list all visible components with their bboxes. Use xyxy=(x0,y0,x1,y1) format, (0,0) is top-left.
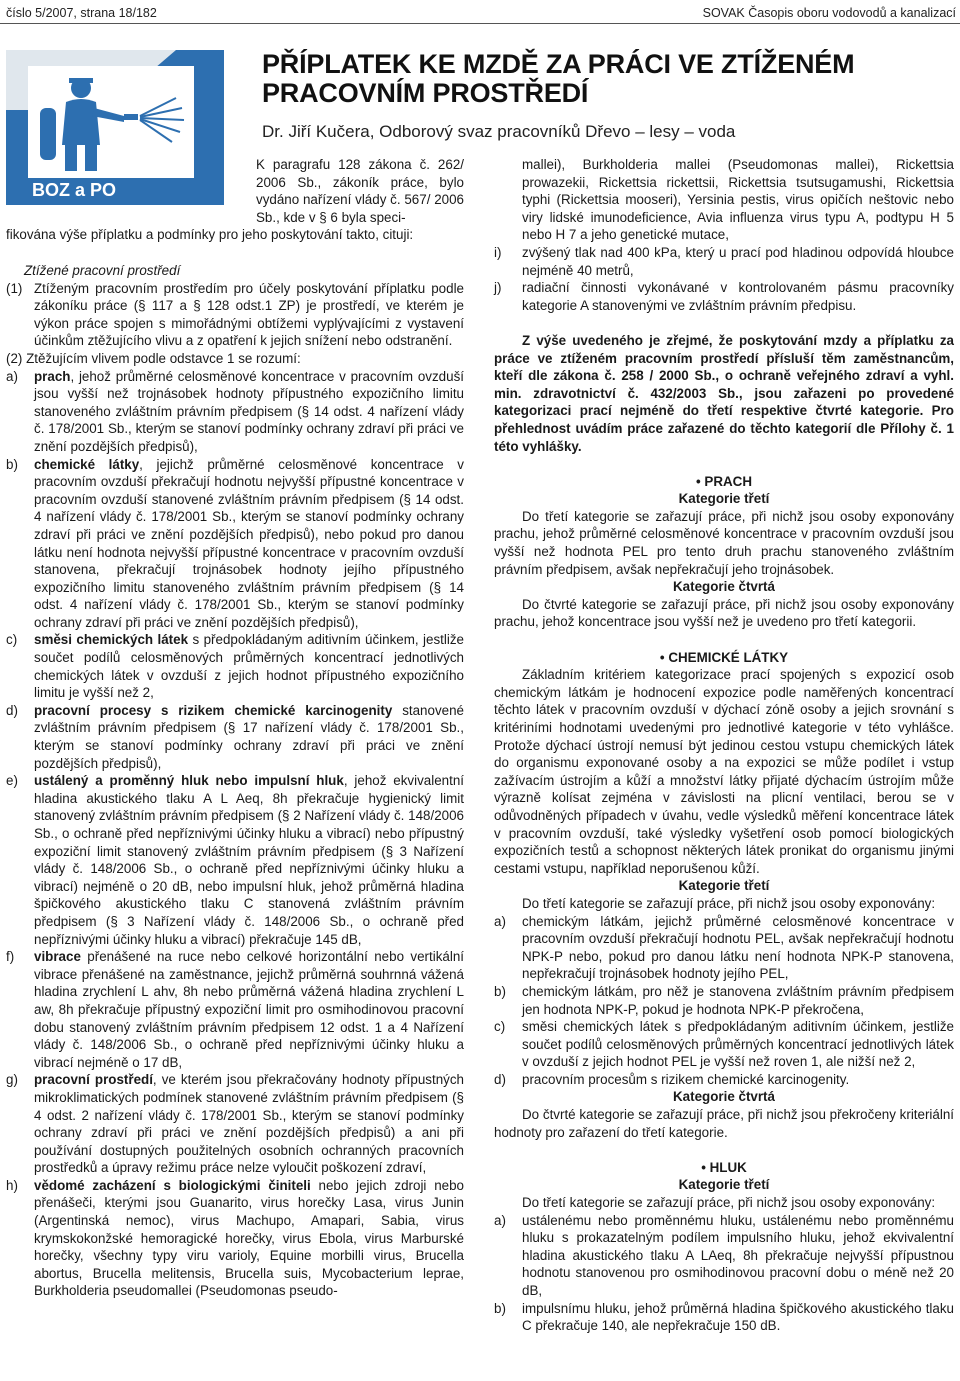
list-item-label: b) xyxy=(6,456,18,472)
section-heading-chemicals: • CHEMICKÉ LÁTKY xyxy=(659,649,789,665)
list-item-text xyxy=(34,772,464,948)
paragraph-1-label: (1) xyxy=(6,280,23,296)
list-item-label: b) xyxy=(494,983,506,999)
list-item-text xyxy=(34,948,464,1071)
list-item-text: radiační činnosti vykonávané v kontrolovaném pásmu pracovníky kategorie A stanovenými ve zvláštním právním předpisu. xyxy=(522,280,954,313)
list-item xyxy=(494,1212,954,1300)
category-three-heading: Kategorie třetí xyxy=(678,491,770,507)
list-item-label: i) xyxy=(494,244,502,260)
list-item xyxy=(6,702,464,772)
category-four-heading: Kategorie čtvrtá xyxy=(673,1089,775,1105)
list-item xyxy=(494,279,954,314)
worker-spraying-icon xyxy=(6,50,224,205)
header-issue: číslo 5/2007, strana 18/182 xyxy=(6,6,157,20)
list-item-text: zvýšený tlak nad 400 kPa, který u prací pod hladinou odpovídá hloubce nejméně 40 metrů, xyxy=(522,244,954,278)
list-item-text xyxy=(34,1071,464,1177)
list-item-label: a) xyxy=(494,913,506,929)
category-four-text: Do čtvrté kategorie se zařazují práce, při nichž jsou překročeny kriteriální hodnoty pro zařazení do třetí kategorie. xyxy=(494,1107,954,1140)
list-item-term: pracovní procesy s rizikem chemické karcinogenity xyxy=(34,702,393,718)
list-item-h-continuation: mallei), Burkholderia mallei (Pseudomonas mallei), Rickettsia prowazekii, Rickettsia rickettsii, Rickettsia tsutsugamushi, Rickettsia typhi (Rickettsia mooseri), Yersinia pestis, virus opičích neštovic nebo viry lidské imunodeficience, Avia influenza virus typu A, podtypu H 5 nebo H 7 a jeho genetické mutace, xyxy=(522,157,954,243)
category-three-intro: Do třetí kategorie se zařazují práce, při nichž jsou osoby exponovány: xyxy=(522,895,936,911)
list-item xyxy=(494,1300,954,1335)
header-journal: SOVAK Časopis oboru vodovodů a kanalizací xyxy=(702,6,956,20)
list-item xyxy=(494,244,954,279)
intro-paragraph-start: K paragrafu 128 zákona č. 262/ 2006 Sb., zákoník práce, bylo vydáno nařízení vlády č. 567/ 2006 Sb., kde v § 6 byla speci- xyxy=(256,157,464,225)
list-item-text: chemickým látkám, jejichž průměrné celosměnové koncentrace v pracovním ovzduší překračují hodnotu PEL, avšak nepřekračují hodnotu NPK-P nebo, pokud pro danou látku není hodnota NPK-P stanovena, nepřekračují trojnásobek hodnoty jejího PEL, xyxy=(522,913,954,982)
list-item-label: d) xyxy=(6,702,18,718)
list-item-term: vědomé zacházení s biologickými činiteli xyxy=(34,1177,311,1193)
list-item-text xyxy=(34,1177,464,1300)
list-item-text xyxy=(34,631,464,701)
list-item-body: s předpokládaným aditivním účinkem, jestliže součet podílů celosměnových průměrných koncentrací jednotlivých chemických látek v ovzduší z jejich hodnot přípustného expozičního limitu je vyšší než 2, xyxy=(34,632,464,701)
list-item xyxy=(494,913,954,983)
chemicals-intro-text: Základním kritériem kategorizace prací spojených s expozicí osob chemickým látkám je hodnocení expozice podle naměřených koncentrací těchto látek v pracovním ovzduší v dýchací zóně osoby a jejich srovnání s kritériními hodnotami uvedenými pro jednotlivé kategorie v této vyhlášce. Protože dýchací ústrojí nemusí být jedinou cestou vstupu chemických látek do organismu exponované osoby a na expozici se může podílet i vstup zažívacím ústrojím a kůží a množství látky přijaté dýchacím ústrojím může výrazně kolísat zejména v závislosti na plicní ventilaci, berou se v odůvodněných případech v úvahu, vedle výsledků měření koncentrace látek v pracovním ovzduší, také výsledky vyšetření osob pomocí biologických expozičních testů a schopnost některých látek pronikat do organismu jinými cestami vstupu, například neporušenou kůží. xyxy=(494,667,954,876)
category-three-intro: Do třetí kategorie se zařazují práce, při nichž jsou osoby exponovány: xyxy=(522,1195,936,1211)
list-item-body: nebo jejich zdroji nebo přenášeči, kterými jsou Guanarito, virus horečky Lasa, virus Junin (Argentinská nemoc), virus Machupo, Amapari, Sabia, virus krymskokonžské hemoragické horečky, virus Ebola, virus Marburské horečky, všechny typy viru varioly, Equine morbilli virus, Brucella abortus, Brucella melitensis, Brucella suis, Mycobacterium leprae, Burkholderia pseudomallei (Pseudomonas pseudo- xyxy=(34,1177,464,1299)
list-item-label: b) xyxy=(494,1300,506,1316)
spacer xyxy=(494,631,954,649)
list-item-text: chemickým látkám, pro něž je stanovena zvláštním právním předpisem jen hodnota NPK-P, pokud je hodnota NPK-P překročena, xyxy=(522,983,954,1017)
list-item-term: směsi chemických látek xyxy=(34,632,189,648)
category-four-heading: Kategorie čtvrtá xyxy=(673,579,775,595)
list-item-text: směsi chemických látek s předpokládaným aditivním účinkem, jestliže součet podílů celosměnových průměrných koncentrací jednotlivých látek v ovzduší z jejich hodnot PEL je vyšší než roven 1, ale nižší než 2, xyxy=(522,1019,954,1070)
category-three-heading: Kategorie třetí xyxy=(678,878,770,894)
left-body xyxy=(6,262,464,1300)
list-item-text xyxy=(34,368,464,456)
paragraph-2: (2) Ztěžujícím vlivem podle odstavce 1 se rozumí: xyxy=(6,350,301,366)
article-title xyxy=(262,50,854,108)
list-item xyxy=(6,772,464,948)
section-heading-noise: • HLUK xyxy=(701,1159,747,1175)
logo-label: BOZ a PO xyxy=(32,180,117,200)
category-three-text: Do třetí kategorie se zařazují práce, při nichž jsou osoby exponovány prachu, jehož průměrné celosměnové koncentrace v pracovním ovzduší jsou vyšší než hodnota PEL pro tento druh prachu stanoveného zvláštním právním předpisem, avšak nepřekračují jeho trojnásobek. xyxy=(494,508,954,577)
list-item-term: prach xyxy=(34,368,71,384)
paragraph-1 xyxy=(6,280,464,350)
article-author: Dr. Jiří Kučera, Odborový svaz pracovníků Dřevo – lesy – voda xyxy=(262,122,736,141)
list-item xyxy=(494,983,954,1018)
list-item xyxy=(494,1018,954,1071)
list-item-term: pracovní prostředí xyxy=(34,1072,153,1088)
spacer xyxy=(494,314,954,332)
list-item-text: pracovním procesům s rizikem chemické karcinogenity. xyxy=(522,1071,850,1087)
section-heading-dust: • PRACH xyxy=(695,473,753,489)
list-item xyxy=(494,1071,954,1089)
list-item-term: chemické látky xyxy=(34,456,140,472)
list-item-label: f) xyxy=(6,949,15,965)
list-item-text: impulsnímu hluku, jehož průměrná hladina špičkového akustického tlaku C překračuje 140, ale nepřekračuje 150 dB. xyxy=(522,1300,954,1334)
list-item-label: a) xyxy=(494,1212,506,1228)
list-item-term: vibrace xyxy=(34,949,81,965)
list-item-label: g) xyxy=(6,1072,18,1088)
boz-po-logo xyxy=(6,50,224,205)
intro-paragraph-end: fikována výše příplatku a podmínky pro jeho poskytování takto, cituji: xyxy=(6,227,414,242)
list-item-label: a) xyxy=(6,368,18,384)
list-item-label: e) xyxy=(6,773,18,789)
category-four-text: Do čtvrté kategorie se zařazují práce, při nichž jsou osoby exponovány prachu, jehož koncentrace jsou vyšší než je uvedeno pro třetí kategorii. xyxy=(494,596,954,630)
list-item xyxy=(6,368,464,456)
list-item-label: c) xyxy=(494,1019,506,1035)
paragraph-1-text: Ztíženým pracovním prostředím pro účely poskytování příplatku podle zákoníku práce (§ 117 a § 128 odst.1 ZP) je prostředí, ve kterém je výkon práce spojen s mimořádnými obtížemi vyplývajícími z vystavení účinkům ztěžujícího vlivu a z opatření k jejich snížení nebo odstranění. xyxy=(34,280,464,349)
list-item-term: ustálený a proměnný hluk nebo impulsní hluk xyxy=(34,773,344,789)
list-item-body: , jehož ekvivalentní hladina akustického tlaku A L Aeq, 8h překračuje hygienický limit stanovený zvláštním právním předpisem (§ 2 Nařízení vlády č. 148/2006 Sb., o ochraně před nepříznivými účinky hluku a vibrací) nebo přípustný expoziční limit stanovený zvláštním právním předpisem (§ 3 Nařízení vlády č. 148/2006 Sb., o ochraně před nepříznivými účinky hluku a vibrací) nejméně o 20 dB, nebo impulsní hluk, jehož průměrná hladina špičkového akustického tlaku C stanovená zvláštním právním předpisem (§ 3 Nařízení vlády č. 148/2006 Sb., o ochraně před nepříznivými účinky hluku a vibrací) překračuje 145 dB, xyxy=(34,773,464,947)
spacer xyxy=(494,1141,954,1159)
list-item xyxy=(6,1071,464,1177)
list-item-label: j) xyxy=(494,280,502,296)
list-item xyxy=(6,631,464,701)
list-item-label: h) xyxy=(6,1177,18,1193)
section-subheading: Ztížené pracovní prostředí xyxy=(24,263,181,278)
list-item-body: , ve kterém jsou překračovány hodnoty přípustných mikroklimatických podmínek stanovené zvláštním právním předpisem (§ 4 odst. 2 nařízení vlády č. 178/2001 Sb., kterým se stanoví podmínky ochrany zdraví při práci ve znění pozdějších předpisů) a ani při používání dostupných použitelných osobních ochranných pracovních prostředků a úpravy režimu práce nelze vyloučit poškození zdraví, xyxy=(34,1072,464,1176)
list-item-body: , jejichž průměrné celosměnové koncentrace v pracovním ovzduší překračují hodnotu nejvyšší přípustné koncentrace v pracovním ovzduší stanovené zvláštním právním předpisem (§ 14 odst. 4 nařízení vlády č. 178/2001 Sb., kterým se stanoví podmínky ochrany zdraví při práci ve znění pozdějších předpisů), nebo pokud pro danou látku není hodnota nejvyšší přípustné koncentrace v pracovním ovzduší stanovena, překračují trojnásobek hodnoty jejího přípustného expozičního limitu stanoveného zvláštním právním předpisem (§ 14 odst. 4 nařízení vlády č. 178/2001 Sb., kterým se stanoví podmínky ochrany zdraví při práci ve znění pozdějších předpisů), xyxy=(34,456,464,630)
list-item-text xyxy=(34,456,464,632)
summary-paragraph: Z výše uvedeného je zřejmé, že poskytování mzdy a příplatku za práce ve ztíženém pracovním prostředí přísluší těm zaměstnancům, kteří dle zákona č. 258 / 2000 Sb., o ochraně veřejného zdraví a vyhl. min. zdravotnictví č. 432/2003 Sb., jsou zařazeni po provedené kategorizaci prací nejméně do třetí respektive čtvrté kategorie. Pro přehlednost uvádím práce zařazené do těchto kategorií dle Přílohy č. 1 této vyhlášky. xyxy=(494,332,954,454)
list-item-text xyxy=(34,702,464,772)
list-item-body: přenášené na ruce nebo celkové horizontální nebo vertikální vibrace přenášené na zaměstnance, jejichž průměrná souhrnná vážená hladina zrychlení L ahv, 8h nebo průměrná vážená hladina zrychlení L aw, 8h překračuje přípustný expoziční limit pro osmihodinovou pracovní dobu stanovený zvláštním právním předpisem 12 odst. 1 a 4 Nařízení vlády č. 148/2006 Sb., o ochraně před nepříznivými účinky hluku a vibrací nejméně o 17 dB, xyxy=(34,949,464,1070)
list-item xyxy=(6,948,464,1071)
list-item xyxy=(6,456,464,632)
article-title-line-1: PŘÍPLATEK KE MZDĚ ZA PRÁCI VE ZTÍŽENÉM xyxy=(262,49,855,79)
article-title-line-2: PRACOVNÍM PROSTŘEDÍ xyxy=(262,78,589,108)
right-column xyxy=(494,156,954,1335)
list-item xyxy=(6,1177,464,1300)
spacer xyxy=(494,455,954,473)
list-item-body: , jehož průměrné celosměnové koncentrace v pracovním ovzduší jsou vyšší než trojnásobek hodnoty přípustného expozičního limitu stanoveného zvláštním právním předpisem (§ 14 odst. 4 nařízení vlády č. 178/2001 Sb., kterým se stanoví podmínky ochrany zdraví při práci ve znění pozdějších předpisů), xyxy=(34,368,464,454)
list-item-body: stanovené zvláštním právním předpisem (§ 17 nařízení vlády č. 178/2001 Sb., kterým se stanoví podmínky ochrany zdraví při práci ve znění pozdějších předpisů), xyxy=(34,702,464,771)
list-item-text: ustálenému nebo proměnnému hluku, ustálenému nebo proměnnému hluku s prokazatelným podílem impulsního hluku, jehož ekvivalentní hladina akustického tlaku A LAeq, 8h překračuje nejvyšší přípustnou hodnotu stanovenou pro osmihodinovou pracovní dobu o méně než 20 dB, xyxy=(522,1212,954,1298)
header-divider xyxy=(0,23,960,24)
category-three-heading: Kategorie třetí xyxy=(678,1177,770,1193)
list-item-label: d) xyxy=(494,1071,506,1087)
list-item-label: c) xyxy=(6,632,18,648)
